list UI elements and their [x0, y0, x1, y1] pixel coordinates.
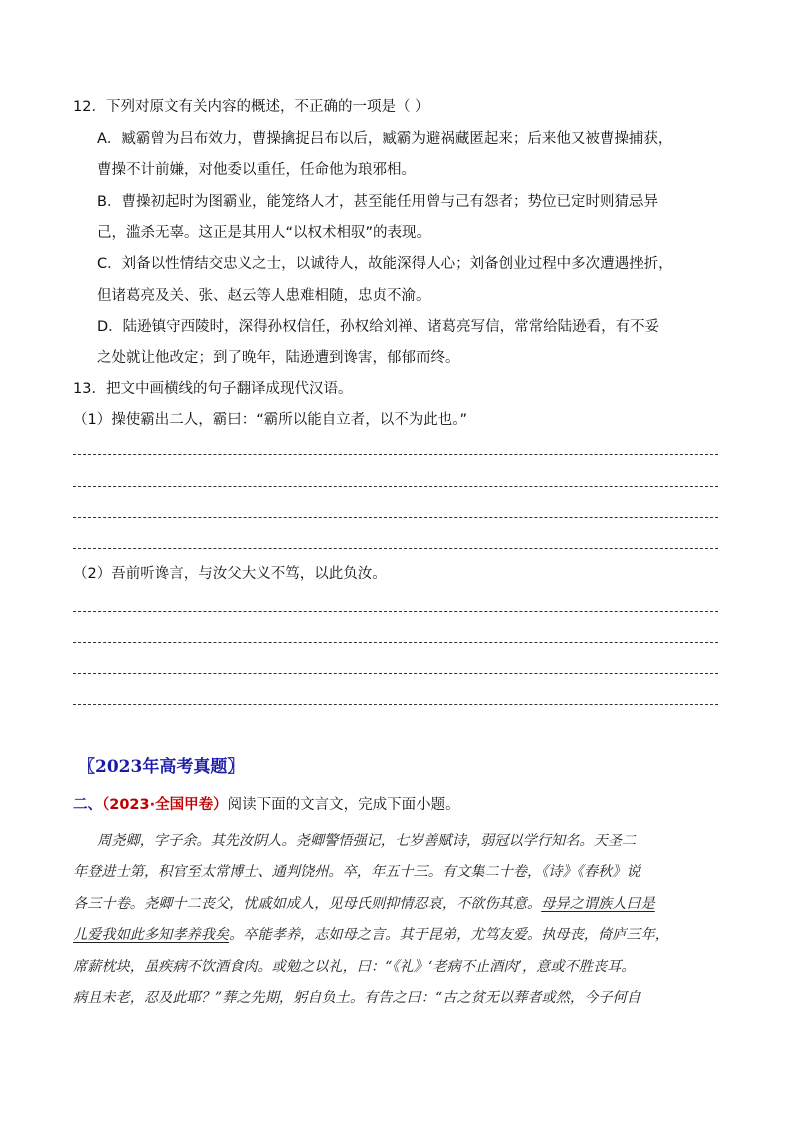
passage-line [73, 894, 723, 914]
answer-line [73, 642, 718, 643]
passage-line: 年登进士第，积官至太常博士、通判饶州。卒，年五十三。有文集二十卷，《诗》《春秋》说 [73, 864, 641, 880]
q13-stem: 13．把文中画横线的句子翻译成现代汉语。 [73, 381, 353, 397]
answer-line [73, 454, 718, 455]
answer-line [73, 486, 718, 487]
q13-sub1: （1）操使霸出二人，霸曰：“霸所以能自立者，以不为此也。” [73, 412, 467, 428]
passage-text: 。卒能孝养，志如母之言。其于昆弟，尤笃友爱。执母丧，倚庐三年， [229, 927, 669, 943]
q12-option-d-line1: D．陆逊镇守西陵时，深得孙权信任，孙权给刘禅、诸葛亮写信，常常给陆逊看，有不妥 [97, 319, 660, 335]
q2-number: 二、 [73, 797, 102, 813]
q12-option-c-line2: 但诸葛亮及关、张、赵云等人患难相随，忠贞不渝。 [97, 288, 431, 304]
q12-option-a-line2: 曹操不计前嫌，对他委以重任，任命他为琅邪相。 [97, 162, 416, 178]
q2-source: （2023·全国甲卷） [102, 797, 228, 813]
passage-line [73, 925, 723, 945]
q12-option-c-line1: C．刘备以性情结交忠义之士，以诚待人，故能深得人心；刘备创业过程中多次遭遇挫折， [97, 256, 673, 272]
q12-option-b-line1: B．曹操初起时为图霸业，能笼络人才，甚至能任用曾与己有怨者；势位已定时则猜忌异 [97, 194, 658, 210]
q2-heading [73, 793, 460, 814]
q13-sub2: （2）吾前听谗言，与汝父大义不笃，以此负汝。 [73, 566, 387, 582]
q12-option-a-line1: A．臧霸曾为吕布效力，曹操擒捉吕布以后，臧霸为避祸藏匿起来；后来他又被曹操捕获， [97, 131, 673, 147]
passage-line: 周尧卿，字子余。其先汝阴人。尧卿警悟强记，七岁善赋诗，弱冠以学行知名。天圣二 [97, 833, 637, 849]
passage-text: 各三十卷。尧卿十二丧父，忧戚如成人，见母氏则抑情忍哀，不欲伤其意。 [73, 896, 542, 912]
answer-line [73, 673, 718, 674]
passage-line: 席薪枕块，虽疾病不饮酒食肉。或勉之以礼，曰：“《礼》‘老病不止酒肉’，意或不胜丧耳。 [73, 959, 636, 975]
q12-stem: 12．下列对原文有关内容的概述，不正确的一项是（ ） [73, 99, 430, 115]
answer-line [73, 611, 718, 612]
answer-line [73, 548, 718, 549]
answer-line [73, 517, 718, 518]
answer-line [73, 704, 718, 705]
underlined-sentence: 母异之谓族人曰是 [541, 896, 655, 912]
section-title: 〖2023年高考真题〗 [78, 757, 245, 777]
passage-line: 病且未老，忍及此耶？”葬之先期，躬自负土。有告之曰：“古之贫无以葬者或然，今子何自 [73, 990, 641, 1006]
q12-option-b-line2: 己，滥杀无辜。这正是其用人“以权术相驭”的表现。 [97, 225, 432, 241]
q12-option-d-line2: 之处就让他改定；到了晚年，陆逊遭到谗害，郁郁而终。 [97, 350, 460, 366]
underlined-sentence: 儿爱我如此多知孝养我矣 [73, 927, 230, 943]
q2-instruction: 阅读下面的文言文，完成下面小题。 [227, 797, 460, 813]
